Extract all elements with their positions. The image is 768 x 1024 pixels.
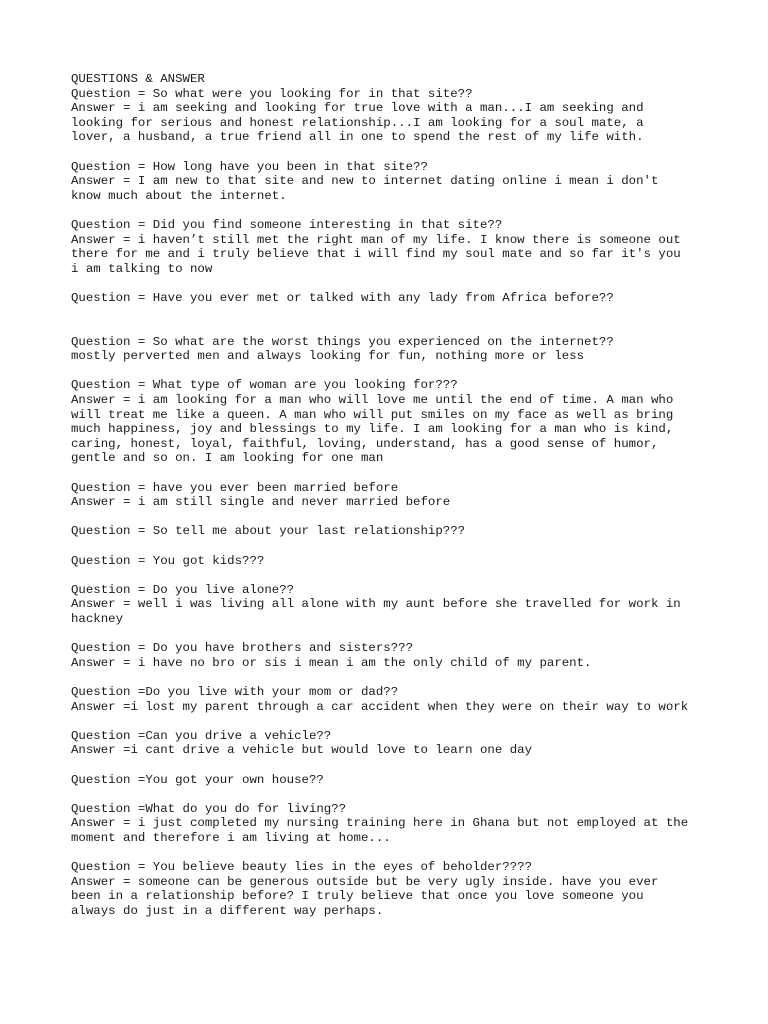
question-line: Question = Have you ever met or talked with any lady from Africa before??	[71, 290, 614, 305]
answer-line: Answer = I am new to that site and new to internet dating online i mean i don't	[71, 174, 659, 189]
text-line: lover, a husband, a true friend all in one to spend the rest of my life with.	[71, 130, 644, 145]
text-line: moment and therefore i am living at home...	[71, 830, 391, 845]
qa-block	[71, 524, 731, 539]
question-line: Question = So what are the worst things you experienced on the internet??	[71, 334, 614, 349]
qa-block	[71, 481, 731, 510]
spacer	[71, 320, 731, 335]
text-line: mostly perverted men and always looking for fun, nothing more or less	[71, 349, 585, 364]
qa-block	[71, 291, 731, 306]
text-line: know much about the internet.	[71, 188, 287, 203]
qa-block	[71, 729, 731, 758]
answer-line: Answer = i am seeking and looking for true love with a man...I am seeking and	[71, 101, 644, 116]
question-line: Question = So what were you looking for in that site??	[71, 86, 473, 101]
question-line: Question =You got your own house??	[71, 772, 324, 787]
text-line: there for me and i truly believe that i will find my soul mate and so far it's you	[71, 247, 681, 262]
question-line: Question = have you ever been married before	[71, 480, 399, 495]
qa-block	[71, 218, 731, 276]
text-line: i am talking to now	[71, 261, 213, 276]
qa-block	[71, 335, 731, 364]
qa-block	[71, 160, 731, 204]
qa-block	[71, 87, 731, 145]
text-line: will treat me like a queen. A man who will put smiles on my face as well as bring	[71, 407, 674, 422]
qa-block	[71, 583, 731, 627]
qa-block	[71, 554, 731, 569]
document-title: QUESTIONS & ANSWER	[71, 72, 205, 86]
text-line: gentle and so on. I am looking for one man	[71, 451, 384, 466]
text-line: always do just in a different way perhaps.	[71, 903, 384, 918]
answer-line: Answer = well i was living all alone with my aunt before she travelled for work in	[71, 597, 681, 612]
question-line: Question = You believe beauty lies in the eyes of beholder????	[71, 860, 533, 875]
answer-line: Answer = i haven’t still met the right man of my life. I know there is someone out	[71, 232, 681, 247]
question-line: Question =What do you do for living??	[71, 801, 347, 816]
question-line: Question = You got kids???	[71, 553, 265, 568]
qa-block	[71, 378, 731, 466]
document-page	[71, 72, 731, 933]
question-line: Question =Can you drive a vehicle??	[71, 728, 332, 743]
qa-list	[71, 87, 731, 919]
text-line: caring, honest, loyal, faithful, loving, understand, has a good sense of humor,	[71, 436, 659, 451]
question-line: Question = Do you have brothers and sisters???	[71, 641, 414, 656]
answer-line: Answer = i am still single and never married before	[71, 495, 451, 510]
answer-line: Answer = someone can be generous outside but be very ugly inside. have you ever	[71, 874, 659, 889]
question-line: Question = How long have you been in that site??	[71, 159, 428, 174]
qa-block	[71, 685, 731, 714]
question-line: Question = So tell me about your last relationship???	[71, 524, 466, 539]
answer-line: Answer =i lost my parent through a car accident when they were on their way to work	[71, 699, 689, 714]
qa-block	[71, 802, 731, 846]
answer-line: Answer =i cant drive a vehicle but would love to learn one day	[71, 743, 533, 758]
text-line: looking for serious and honest relationship...I am looking for a soul mate, a	[71, 115, 644, 130]
qa-block	[71, 641, 731, 670]
question-line: Question = Do you live alone??	[71, 582, 295, 597]
answer-line: Answer = i am looking for a man who will love me until the end of time. A man who	[71, 393, 674, 408]
text-line: hackney	[71, 611, 124, 626]
question-line: Question = Did you find someone interesting in that site??	[71, 217, 503, 232]
text-line: much happiness, joy and blessings to my life. I am looking for a man who is kind,	[71, 422, 674, 437]
question-line: Question = What type of woman are you looking for???	[71, 378, 458, 393]
answer-line: Answer = i just completed my nursing training here in Ghana but not employed at the	[71, 816, 689, 831]
answer-line: Answer = i have no bro or sis i mean i am the only child of my parent.	[71, 655, 592, 670]
text-line: been in a relationship before? I truly believe that once you love someone you	[71, 889, 644, 904]
qa-block	[71, 860, 731, 918]
question-line: Question =Do you live with your mom or dad??	[71, 684, 399, 699]
qa-block	[71, 773, 731, 788]
